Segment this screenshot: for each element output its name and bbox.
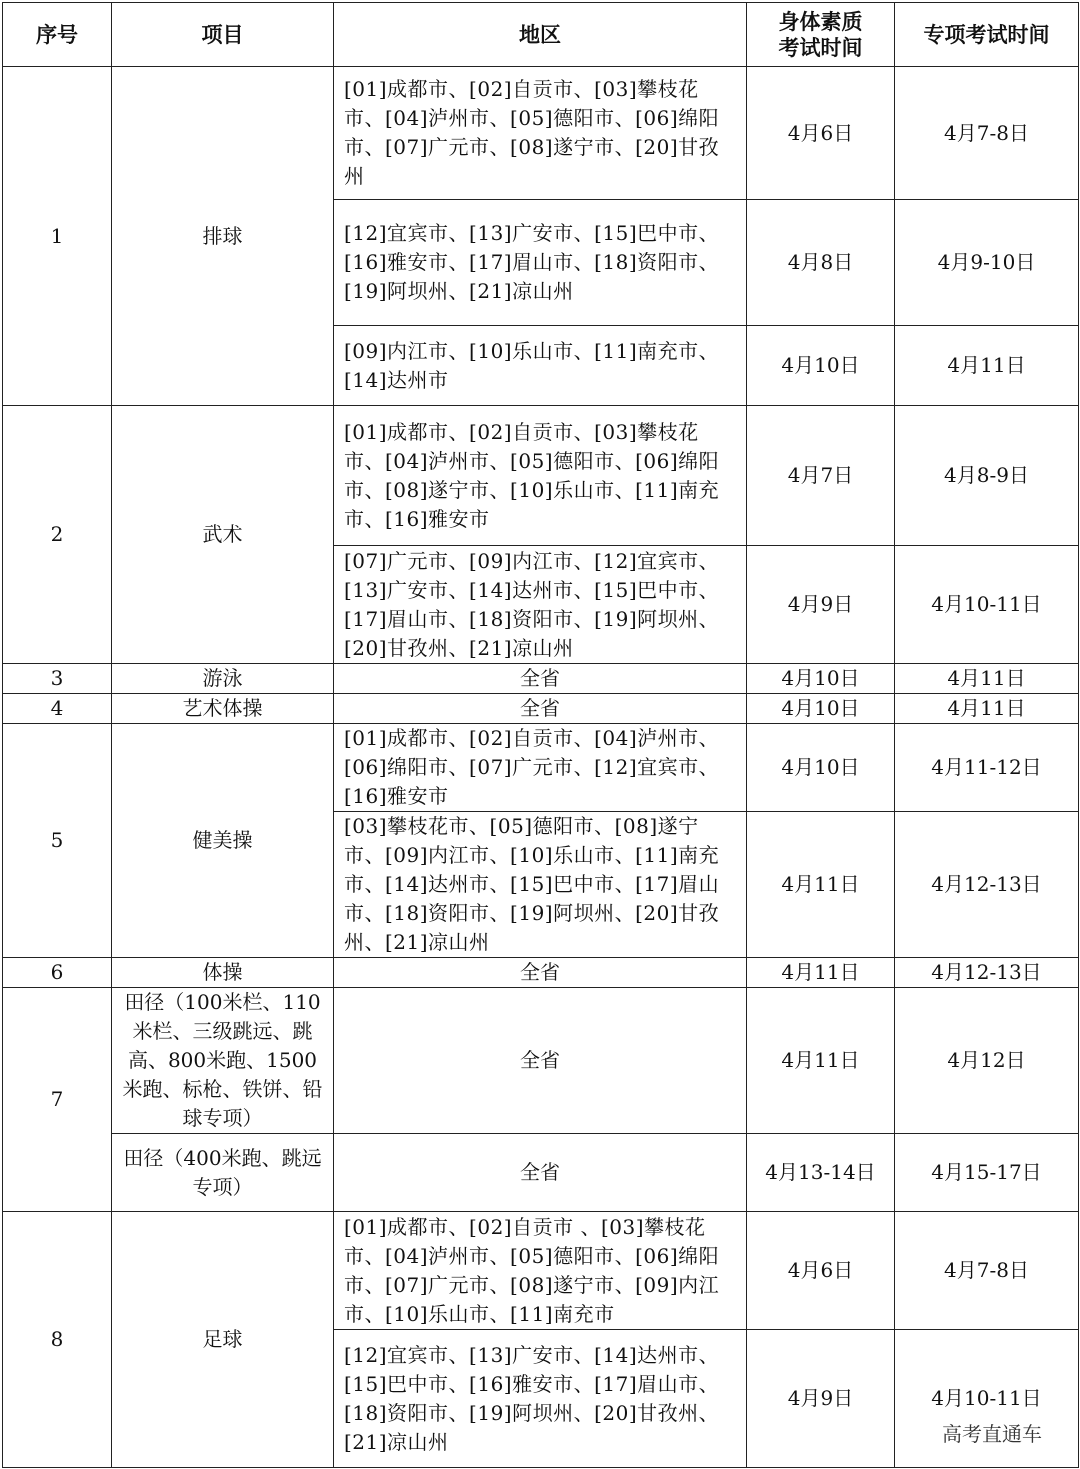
row-region: [01]成都市、[02]自贡市 、[03]攀枝花市、[04]泸州市、[05]德阳市、[06]绵阳市、[07]广元市、[08]遂宁市、[09]内江市、[10]乐山市、[11]南充市 <box>334 1212 747 1330</box>
row-special-time: 4月8-9日 <box>895 406 1079 546</box>
table-row <box>3 958 1079 988</box>
header-region: 地区 <box>334 3 747 67</box>
row-region: [09]内江市、[10]乐山市、[11]南充市、[14]达州市 <box>334 326 747 406</box>
row-physical-time: 4月6日 <box>747 67 895 200</box>
row-region: 全省 <box>334 958 747 988</box>
header-special-time: 专项考试时间 <box>895 3 1079 67</box>
row-physical-time: 4月6日 <box>747 1212 895 1330</box>
row-no: 7 <box>3 988 112 1212</box>
row-physical-time: 4月8日 <box>747 200 895 326</box>
table-row <box>3 664 1079 694</box>
row-project: 体操 <box>112 958 334 988</box>
header-physical-time: 身体素质 考试时间 <box>747 3 895 67</box>
row-region: [07]广元市、[09]内江市、[12]宜宾市、[13]广安市、[14]达州市、[15]巴中市、[17]眉山市、[18]资阳市、[19]阿坝州、[20]甘孜州、[21]凉山州 <box>334 546 747 664</box>
header-no: 序号 <box>3 3 112 67</box>
row-no: 4 <box>3 694 112 724</box>
table-row <box>3 694 1079 724</box>
row-special-time: 4月11-12日 <box>895 724 1079 812</box>
row-special-time: 4月12-13日 <box>895 812 1079 958</box>
row-project: 健美操 <box>112 724 334 958</box>
row-physical-time: 4月10日 <box>747 724 895 812</box>
row-region: [12]宜宾市、[13]广安市、[15]巴中市、[16]雅安市、[17]眉山市、[18]资阳市、[19]阿坝州、[21]凉山州 <box>334 200 747 326</box>
table-row <box>3 1212 1079 1330</box>
row-project: 田径（400米跑、跳远专项） <box>112 1134 334 1212</box>
row-no: 8 <box>3 1212 112 1468</box>
row-physical-time: 4月11日 <box>747 958 895 988</box>
row-region: 全省 <box>334 988 747 1134</box>
table-row <box>3 724 1079 812</box>
row-special-time: 4月7-8日 <box>895 67 1079 200</box>
row-no: 2 <box>3 406 112 664</box>
row-physical-time: 4月10日 <box>747 326 895 406</box>
row-project: 足球 <box>112 1212 334 1468</box>
row-physical-time: 4月9日 <box>747 546 895 664</box>
row-physical-time: 4月9日 <box>747 1330 895 1468</box>
row-project: 田径（100米栏、110米栏、三级跳远、跳高、800米跑、1500米跑、标枪、铁饼、铅球专项） <box>112 988 334 1134</box>
row-physical-time: 4月11日 <box>747 812 895 958</box>
row-region: 全省 <box>334 1134 747 1212</box>
row-physical-time: 4月10日 <box>747 664 895 694</box>
row-project: 武术 <box>112 406 334 664</box>
row-special-time: 4月12-13日 <box>895 958 1079 988</box>
row-project: 游泳 <box>112 664 334 694</box>
row-special-time: 4月15-17日 <box>895 1134 1079 1212</box>
table-row <box>3 406 1079 546</box>
exam-schedule-table <box>2 2 1079 1468</box>
row-region: [01]成都市、[02]自贡市、[03]攀枝花市、[04]泸州市、[05]德阳市、[06]绵阳市、[07]广元市、[08]遂宁市、[20]甘孜州 <box>334 67 747 200</box>
row-region: [01]成都市、[02]自贡市、[03]攀枝花市、[04]泸州市、[05]德阳市、[06]绵阳市、[08]遂宁市、[10]乐山市、[11]南充市、[16]雅安市 <box>334 406 747 546</box>
row-no: 1 <box>3 67 112 406</box>
row-physical-time: 4月10日 <box>747 694 895 724</box>
row-special-time: 4月7-8日 <box>895 1212 1079 1330</box>
row-no: 3 <box>3 664 112 694</box>
table-header-row <box>3 3 1079 67</box>
table-row <box>3 988 1079 1134</box>
row-region: 全省 <box>334 694 747 724</box>
row-special-time: 4月11日 <box>895 694 1079 724</box>
row-special-time: 4月11日 <box>895 326 1079 406</box>
row-region: [12]宜宾市、[13]广安市、[14]达州市、[15]巴中市、[16]雅安市、[17]眉山市、[18]资阳市、[19]阿坝州、[20]甘孜州、[21]凉山州 <box>334 1330 747 1468</box>
row-physical-time: 4月7日 <box>747 406 895 546</box>
row-physical-time: 4月13-14日 <box>747 1134 895 1212</box>
row-special-time: 4月10-11日 <box>895 546 1079 664</box>
row-region: [03]攀枝花市、[05]德阳市、[08]遂宁市、[09]内江市、[10]乐山市、[11]南充市、[14]达州市、[15]巴中市、[17]眉山市、[18]资阳市、[19]阿坝州、[20]甘孜州、[21]凉山州 <box>334 812 747 958</box>
row-no: 5 <box>3 724 112 958</box>
row-region: [01]成都市、[02]自贡市、[04]泸州市、[06]绵阳市、[07]广元市、[12]宜宾市、[16]雅安市 <box>334 724 747 812</box>
header-project: 项目 <box>112 3 334 67</box>
row-special-time: 4月11日 <box>895 664 1079 694</box>
row-special-time: 4月9-10日 <box>895 200 1079 326</box>
table-row <box>3 1134 1079 1212</box>
table-row <box>3 67 1079 200</box>
row-project: 艺术体操 <box>112 694 334 724</box>
row-special-time: 4月12日 <box>895 988 1079 1134</box>
row-project: 排球 <box>112 67 334 406</box>
watermark-text: 高考直通车 <box>942 1422 1042 1446</box>
row-no: 6 <box>3 958 112 988</box>
row-region: 全省 <box>334 664 747 694</box>
row-special-time: 4月10-11日 <box>895 1330 1079 1468</box>
row-physical-time: 4月11日 <box>747 988 895 1134</box>
